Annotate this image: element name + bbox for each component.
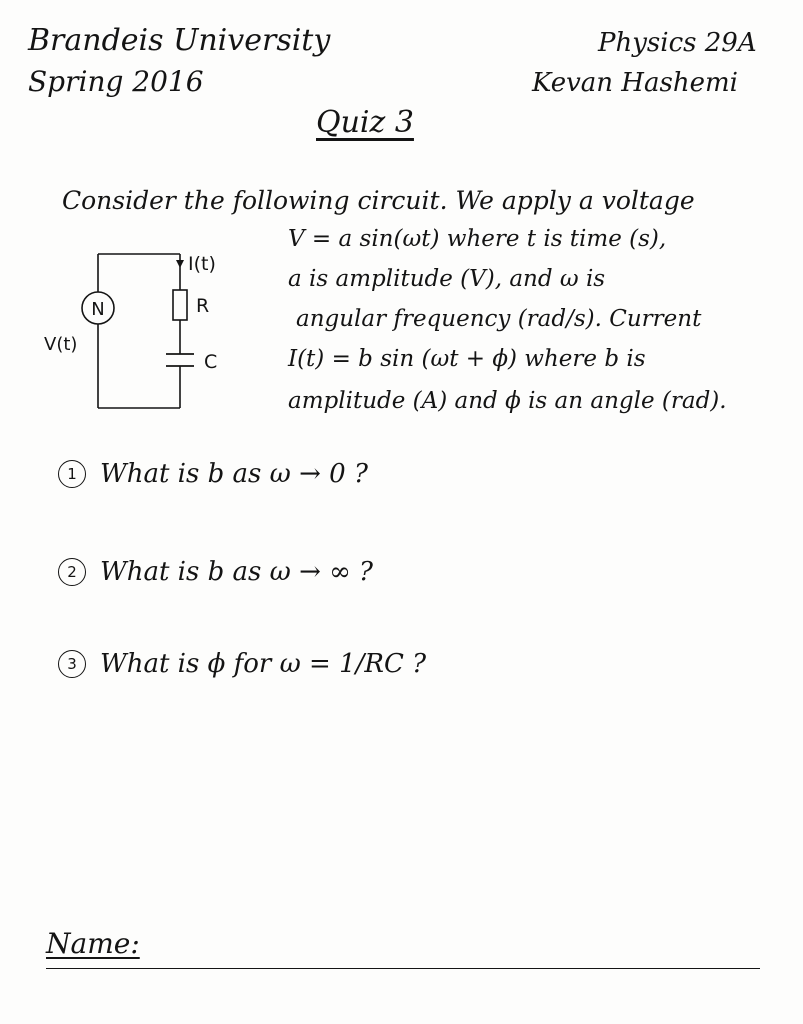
question-number-1: 1 — [58, 460, 86, 488]
intro-line-2: V = a sin(ωt) where t is time (s), — [288, 226, 667, 252]
current-label: I(t) — [188, 253, 216, 275]
course-code: Physics 29A — [598, 28, 757, 58]
intro-line-1: Consider the following circuit. We apply a voltage — [62, 186, 695, 215]
question-3 — [58, 650, 426, 678]
question-2-text: What is b as ω → ∞ ? — [100, 557, 373, 587]
source-symbol: N — [91, 299, 105, 320]
circuit-wires — [98, 254, 180, 408]
question-1 — [58, 460, 368, 488]
question-3-text: What is ϕ for ω = 1/RC ? — [100, 649, 427, 679]
source-label: V(t) — [44, 334, 78, 355]
name-label: Name: — [46, 927, 140, 960]
intro-line-4: angular frequency (rad/s). Current — [296, 306, 702, 332]
resistor-label: R — [196, 295, 210, 317]
intro-line-3: a is amplitude (V), and ω is — [288, 266, 606, 292]
question-1-text: What is b as ω → 0 ? — [100, 459, 368, 489]
resistor-icon — [173, 290, 187, 320]
name-signature-line — [46, 968, 760, 969]
current-arrow-icon — [176, 260, 184, 268]
instructor-name: Kevan Hashemi — [532, 68, 738, 98]
intro-line-6: amplitude (A) and ϕ is an angle (rad). — [288, 388, 727, 414]
capacitor-icon — [166, 354, 194, 366]
rc-circuit-diagram — [40, 238, 280, 418]
university-name: Brandeis University — [28, 23, 331, 58]
capacitor-label: C — [204, 351, 218, 373]
term: Spring 2016 — [28, 65, 204, 98]
question-number-3: 3 — [58, 650, 86, 678]
intro-line-5: I(t) = b sin (ωt + ϕ) where b is — [288, 346, 646, 372]
question-number-2: 2 — [58, 558, 86, 586]
question-2 — [58, 558, 373, 586]
quiz-title: Quiz 3 — [316, 105, 414, 140]
